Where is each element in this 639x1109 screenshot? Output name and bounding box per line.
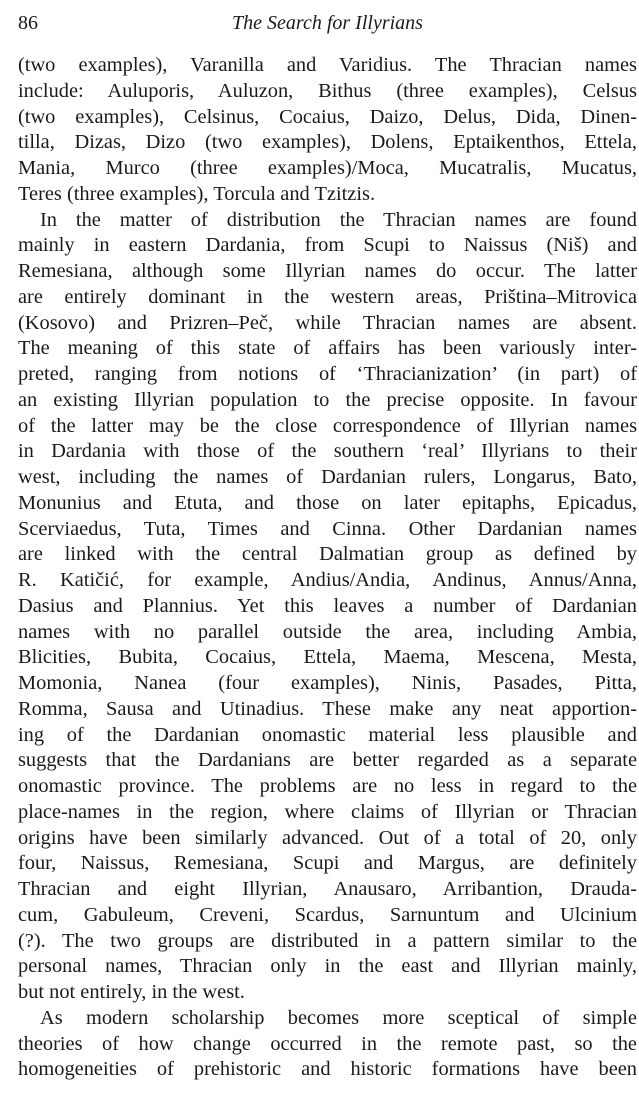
text-line: origins have been similarly advanced. Out of a total of 20, only (18, 826, 637, 849)
text-line: cum, Gabuleum, Creveni, Scardus, Sarnuntum and Ulcinium (18, 903, 637, 926)
text-line: in Dardania with those of the southern ‘real’ Illyrians to their (18, 440, 637, 463)
text-line: Momonia, Nanea (four examples), Ninis, Pasades, Pitta, (18, 672, 637, 694)
text-line: tilla, Dizas, Dizo (two examples), Dolens, Eptaikenthos, Ettela, (18, 131, 637, 154)
text-line: onomastic province. The problems are no less in regard to the (18, 775, 637, 797)
text-line: Blicities, Bubita, Cocaius, Ettela, Maema, Mescena, Mesta, (18, 646, 637, 669)
text-line: The meaning of this state of affairs has been variously inter- (18, 337, 637, 360)
text-line: (two examples), Celsinus, Cocaius, Daizo, Delus, Dida, Dinen- (18, 105, 637, 128)
text-line: Romma, Sausa and Utinadius. These make any neat apportion- (18, 697, 637, 720)
text-line: Dasius and Plannius. Yet this leaves a number of Dardanian (18, 594, 637, 617)
text-line: an existing Illyrian population to the precise opposite. In favour (18, 388, 637, 411)
body-text (18, 53, 637, 1083)
book-page (18, 10, 637, 1083)
page-header (18, 10, 637, 36)
text-line: but not entirely, in the west. (18, 981, 245, 1003)
text-line: (?). The two groups are distributed in a pattern similar to the (18, 929, 637, 952)
text-line: ing of the Dardanian onomastic material less plausible and (18, 723, 637, 746)
text-line: Thracian and eight Illyrian, Anausaro, Arribantion, Drauda- (18, 878, 637, 900)
text-line: suggests that the Dardanians are better regarded as a separate (18, 749, 637, 772)
text-line: preted, ranging from notions of ‘Thracianization’ (in part) of (18, 363, 637, 385)
text-line: mainly in eastern Dardania, from Scupi to Naissus (Niš) and (18, 234, 637, 257)
text-line: Mania, Murco (three examples)/Moca, Mucatralis, Mucatus, (18, 157, 637, 179)
page-number: 86 (18, 12, 38, 34)
text-line: homogeneities of prehistoric and historic formations have been (18, 1058, 637, 1081)
text-line: personal names, Thracian only in the east and Illyrian mainly, (18, 955, 637, 978)
text-line: In the matter of distribution the Thracian names are found (40, 208, 637, 231)
text-line: Monunius and Etuta, and those on later epitaphs, Epicadus, (18, 491, 637, 514)
text-line: are linked with the central Dalmatian group as defined by (18, 543, 637, 566)
text-line: Teres (three examples), Torcula and Tzitzis. (18, 182, 376, 205)
text-line: are entirely dominant in the western areas, Priština–Mitrovica (18, 285, 637, 308)
text-line: west, including the names of Dardanian rulers, Longarus, Bato, (18, 466, 637, 488)
text-line: Scerviaedus, Tuta, Times and Cinna. Other Dardanian names (18, 517, 637, 540)
text-line: Remesiana, although some Illyrian names do occur. The latter (18, 260, 637, 282)
text-line: (two examples), Varanilla and Varidius. The Thracian names (18, 54, 637, 76)
text-line: As modern scholarship becomes more sceptical of simple (40, 1006, 637, 1029)
text-line: four, Naissus, Remesiana, Scupi and Margus, are definitely (18, 852, 637, 875)
text-line: place-names in the region, where claims of Illyrian or Thracian (18, 800, 637, 823)
text-line: of the latter may be the close correspondence of Illyrian names (18, 414, 637, 437)
running-title: The Search for Illyrians (232, 12, 423, 34)
text-line: names with no parallel outside the area, including Ambia, (18, 620, 637, 643)
text-line: (Kosovo) and Prizren–Peč, while Thracian names are absent. (18, 311, 637, 334)
text-line: theories of how change occurred in the remote past, so the (18, 1032, 637, 1055)
text-line: include: Auluporis, Auluzon, Bithus (three examples), Celsus (18, 79, 637, 102)
text-line: R. Katičić, for example, Andius/Andia, Andinus, Annus/Anna, (18, 569, 637, 591)
